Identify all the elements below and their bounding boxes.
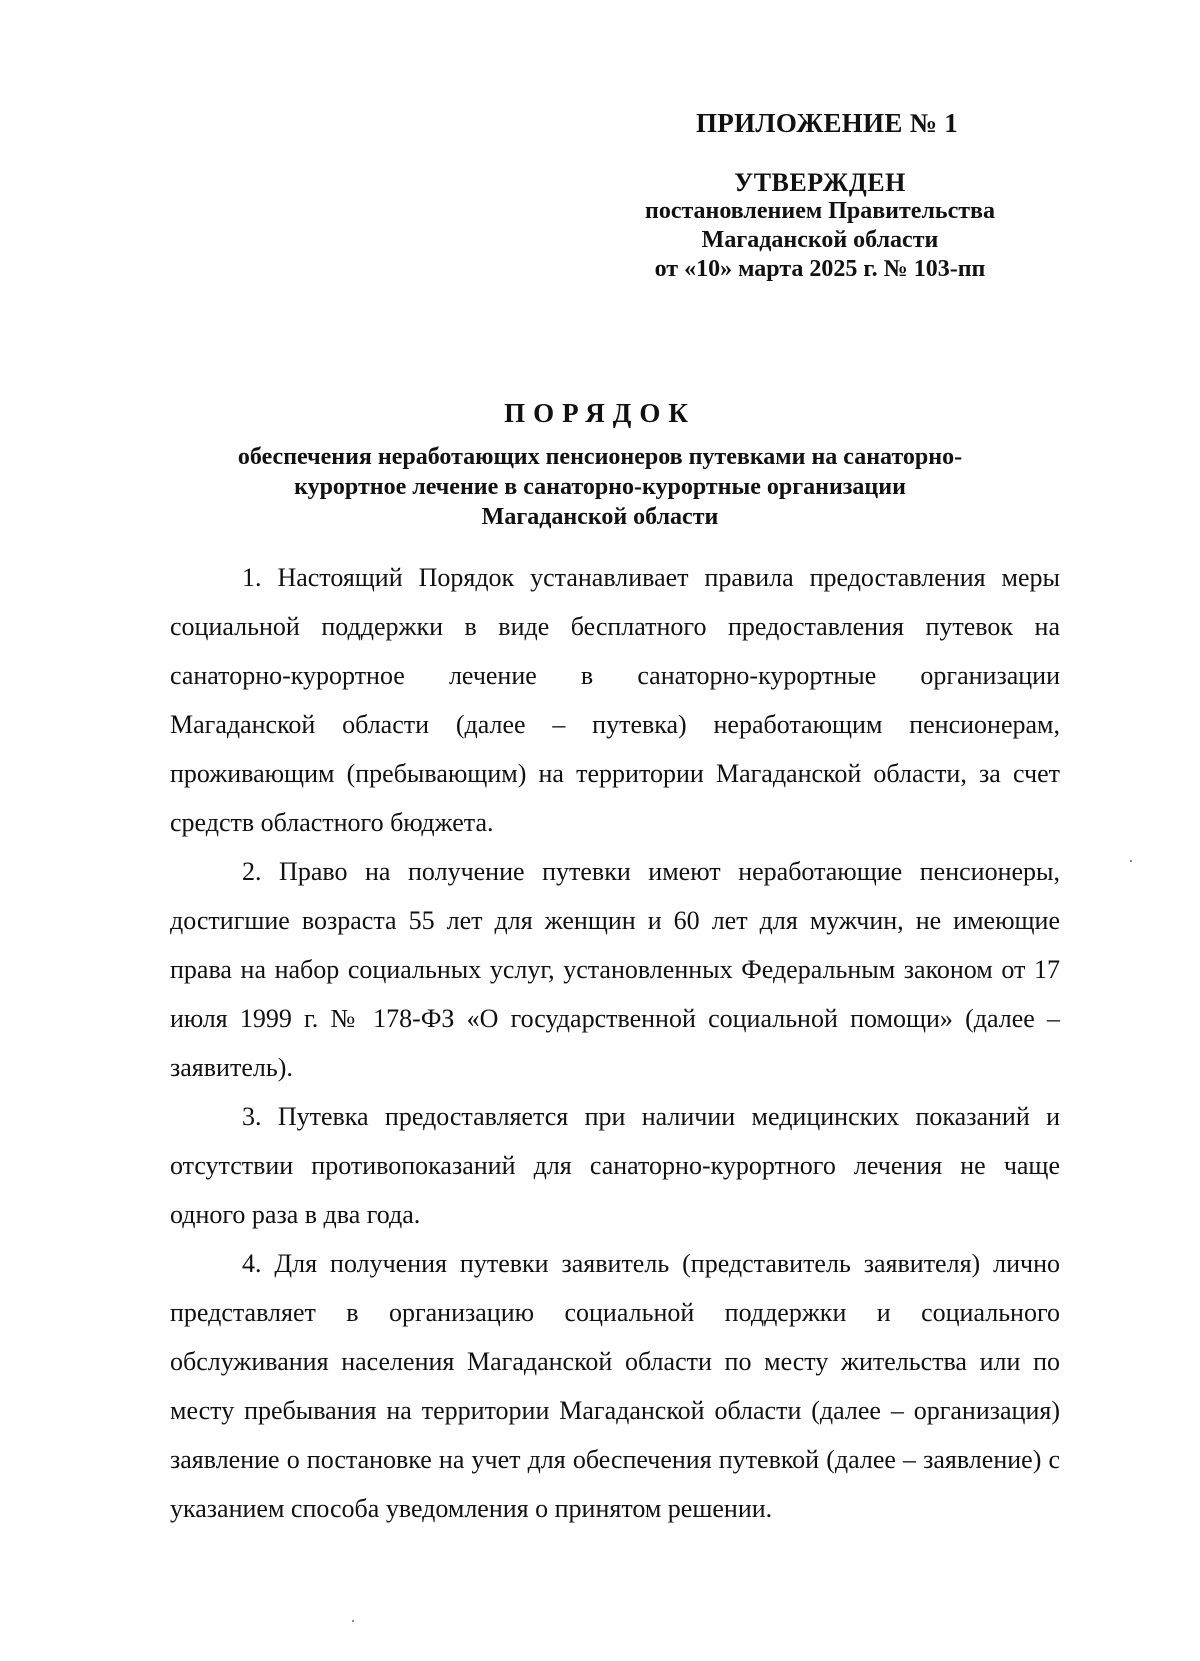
approved-label: УТВЕРЖДЕН xyxy=(734,168,906,197)
scan-speck xyxy=(1130,860,1132,862)
document-subtitle xyxy=(160,442,1040,532)
paragraph-2: 2. Право на получение путевки имеют неработающие пенсионеры, достигшие возраста 55 лет для женщин и 60 лет для мужчин, не имеющие права на набор социальных услуг, установленных Федеральным законом от 17 июля 1999 г. № 178-ФЗ «О государственной социальной помощи» (далее – заявитель). xyxy=(170,857,1060,1082)
approved-date: от «10» марта 2025 г. № 103-пп xyxy=(654,256,986,282)
subtitle-line-3: Магаданской области xyxy=(481,504,719,530)
subtitle-line-1: обеспечения неработающих пенсионеров путевками на санаторно- xyxy=(237,444,963,470)
subtitle-line-2: курортное лечение в санаторно-курортные организации xyxy=(294,474,906,500)
approved-by-line-2: Магаданской области xyxy=(701,227,939,253)
document-body xyxy=(170,553,1060,1533)
paragraph-3: 3. Путевка предоставляется при наличии медицинских показаний и отсутствии противопоказаний для санаторно-курортного лечения не чаще одного раза в два года. xyxy=(170,1102,1060,1229)
paragraph-4: 4. Для получения путевки заявитель (представитель заявителя) лично представляет в организацию социальной поддержки и социального обслуживания населения Магаданской области по месту жительства или по месту пребывания на территории Магаданской области (далее – организация) заявление о постановке на учет для обеспечения путевкой (далее – заявление) с указанием способа уведомления о принятом решении. xyxy=(170,1249,1060,1523)
approval-block xyxy=(600,168,1040,284)
paragraph-1: 1. Настоящий Порядок устанавливает правила предоставления меры социальной поддержки в виде бесплатного предоставления путевок на санаторно-курортное лечение в санаторно-курортные организации Магаданской области (далее – путевка) неработающим пенсионерам, проживающим (пребывающим) на территории Магаданской области, за счет средств областного бюджета. xyxy=(170,563,1060,837)
document-title: ПОРЯДОК xyxy=(504,398,696,428)
approved-by-line-1: постановлением Правительства xyxy=(644,198,995,224)
annex-heading: ПРИЛОЖЕНИЕ № 1 xyxy=(696,108,958,138)
scan-speck xyxy=(352,1620,354,1622)
